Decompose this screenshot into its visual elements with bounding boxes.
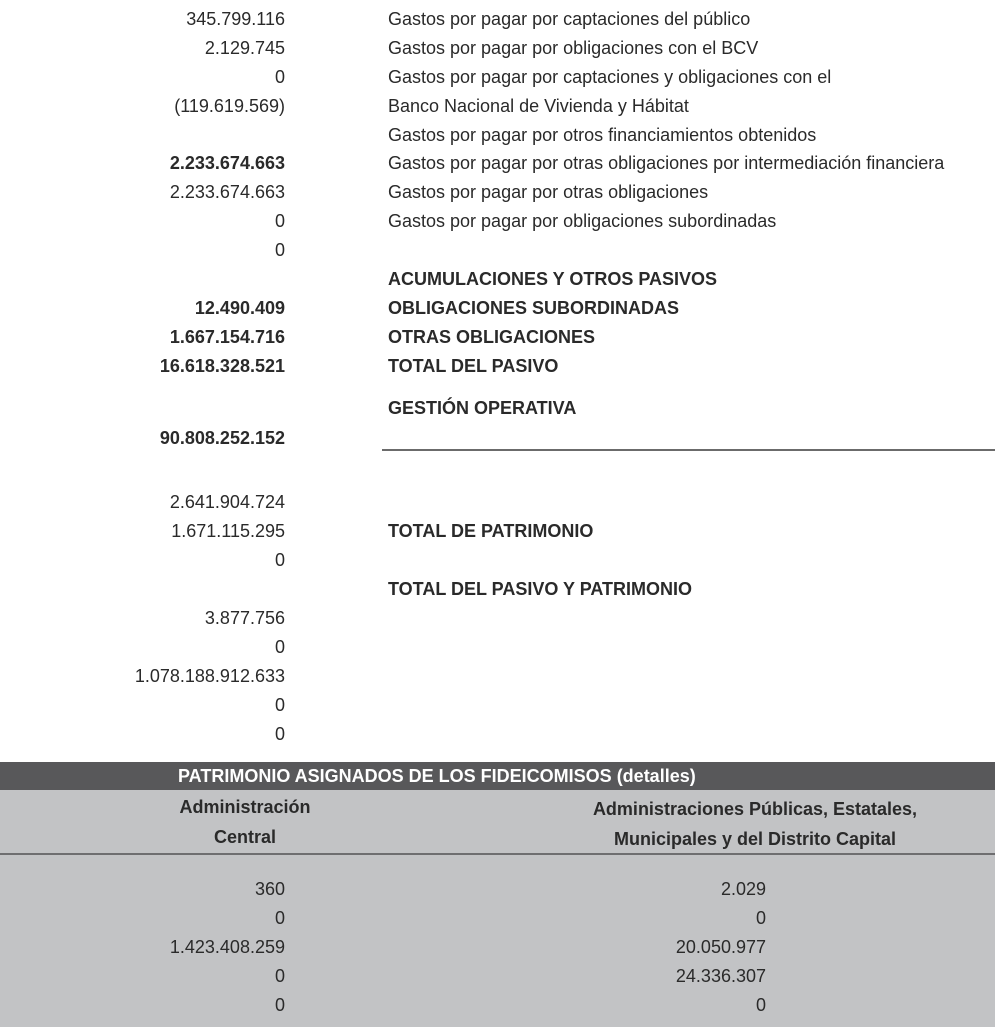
line-item-label: Gastos por pagar por otras obligaciones por intermediación financiera [388,153,945,173]
amount-cell: 12.490.409 [194,298,285,318]
total-label: TOTAL DE PATRIMONIO [388,521,594,541]
amount-cell: 0 [274,637,285,657]
table-cell: 24.336.307 [675,966,766,986]
section-heading: OTRAS OBLIGACIONES [388,327,596,347]
table-cell: 360 [254,879,285,899]
amount-cell: 90.808.252.152 [159,428,285,448]
column-header-administracion-central [120,792,370,852]
fideicomisos-title: PATRIMONIO ASIGNADOS DE LOS FIDEICOMISOS (detalles) [178,766,696,786]
table-cell: 1.423.408.259 [169,937,285,957]
table-cell: 2.029 [720,879,766,899]
total-label: TOTAL DEL PASIVO [388,356,559,376]
section-divider [382,449,995,451]
amount-cell: (119.619.569) [174,96,285,116]
line-item-label: Gastos por pagar por captaciones del público [388,9,751,29]
amount-cell: 2.233.674.663 [169,182,285,202]
amount-cell: 16.618.328.521 [159,356,285,376]
amount-cell: 1.078.188.912.633 [134,666,285,686]
amount-cell: 0 [274,695,285,715]
column-header-administraciones-publicas [520,794,990,854]
section-heading: GESTIÓN OPERATIVA [388,398,577,418]
amount-cell: 0 [274,240,285,260]
fideicomisos-table [0,790,995,1027]
line-item-label: Gastos por pagar por obligaciones subordinadas [388,211,777,231]
amount-cell: 0 [274,550,285,570]
table-cell: 0 [755,995,766,1015]
amount-cell: 3.877.756 [204,608,285,628]
amount-cell: 2.129.745 [204,38,285,58]
header-line: Administraciones Públicas, Estatales, [592,799,918,819]
amount-cell: 2.233.674.663 [169,153,285,173]
header-line: Central [213,827,276,847]
line-item-label: Gastos por pagar por otros financiamientos obtenidos [388,125,817,145]
section-heading: ACUMULACIONES Y OTROS PASIVOS [388,269,718,289]
amount-cell: 1.667.154.716 [169,327,285,347]
header-rule [0,853,995,855]
table-cell: 0 [274,908,285,928]
line-item-label: Banco Nacional de Vivienda y Hábitat [388,96,689,116]
total-label: TOTAL DEL PASIVO Y PATRIMONIO [388,579,693,599]
fideicomisos-header-bar [0,762,995,790]
header-line: Administración [179,797,311,817]
amount-cell: 2.641.904.724 [169,492,285,512]
line-item-label: Gastos por pagar por obligaciones con el BCV [388,38,759,58]
amount-cell: 345.799.116 [186,9,285,29]
line-item-label: Gastos por pagar por otras obligaciones [388,182,709,202]
amount-cell: 0 [274,211,285,231]
table-cell: 0 [274,995,285,1015]
section-heading: OBLIGACIONES SUBORDINADAS [388,298,680,318]
header-line: Municipales y del Distrito Capital [613,829,897,849]
amount-cell: 1.671.115.295 [171,521,285,541]
table-cell: 20.050.977 [675,937,766,957]
table-cell: 0 [274,966,285,986]
line-item-label: Gastos por pagar por captaciones y obligaciones con el [388,67,832,87]
amount-cell: 0 [274,724,285,744]
table-cell: 0 [755,908,766,928]
amount-cell: 0 [274,67,285,87]
